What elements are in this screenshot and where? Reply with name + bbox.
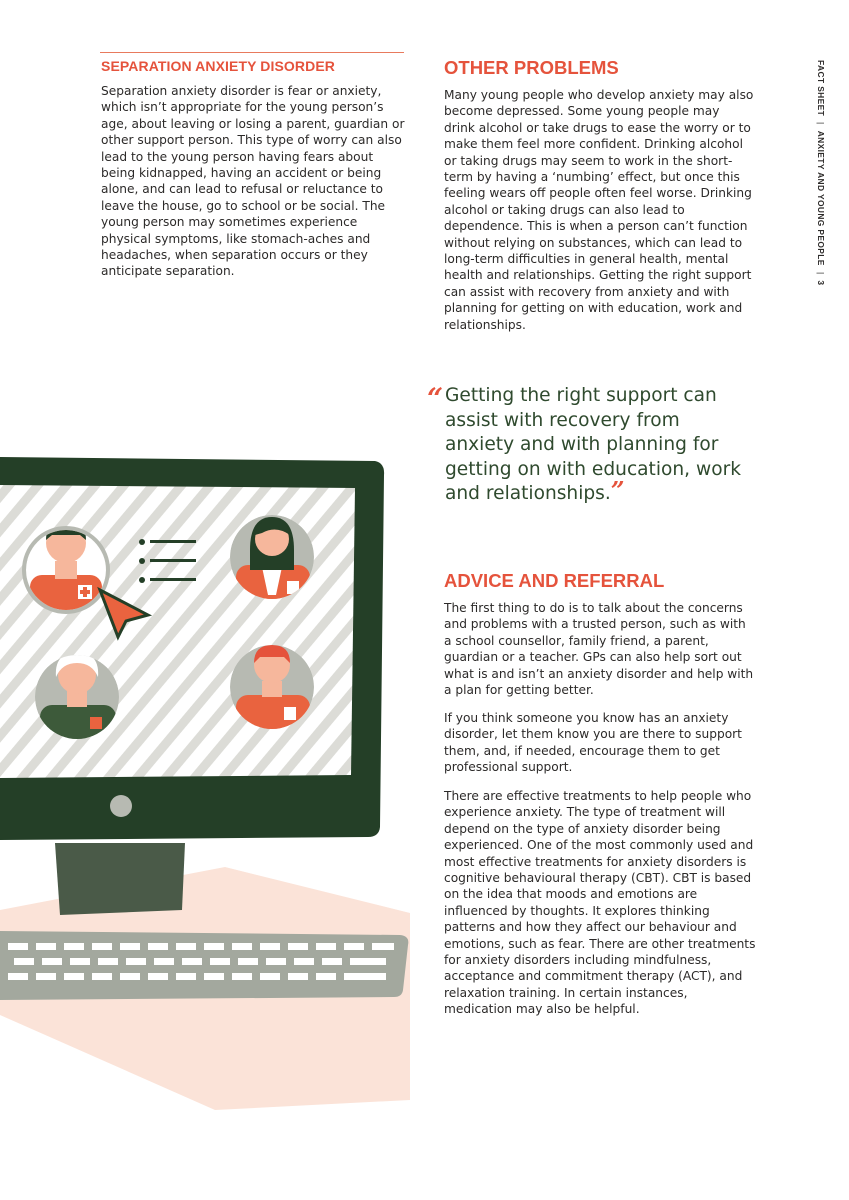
monitor-stand: [55, 843, 185, 915]
advice-paragraph-3: There are effective treatments to help people who experience anxiety. The type of treatment will depend on the type of anxiety disorder being experienced. One of the most commonly used and most effective treatments for anxiety disorders is cognitive behavioural therapy (CBT). CBT is based on the idea that moods and emotions are influenced by thoughts. It explores thinking patterns and how they affect our behaviour and emotions, such as fear. There are other treatments for anxiety disorders including mindfulness, acceptance and commitment therapy (ACT), and relaxation training. In certain instances, medication may also be helpful.: [444, 789, 756, 1017]
section-rule: [100, 52, 404, 53]
page-number: 3: [816, 280, 826, 286]
quote-text-block: [445, 384, 747, 507]
sidebar-fact-sheet: FACT SHEET: [816, 60, 826, 117]
separation-body: Separation anxiety disorder is fear or anxiety, which isn’t appropriate for the young person’s age, about leaving or losing a parent, guardian or other support person. This type of worry can also lead to the young person having fears about being kidnapped, having an accident or being alone, and can lead to refusal or reluctance to leave the house, go to school or be social. The young person may sometimes experience physical symptoms, like stomach-aches and headaches, when separation occurs or they anticipate separation.: [101, 84, 405, 279]
advice-title: ADVICE AND REFERRAL: [444, 570, 665, 591]
sidebar-running-header: [812, 60, 826, 290]
advice-paragraph-2: If you think someone you know has an anxiety disorder, let them know you are there to support them, and, if needed, encourage them to get professional support.: [444, 711, 742, 775]
sidebar-divider: |: [816, 122, 826, 125]
power-button: [110, 795, 132, 817]
sidebar-divider-2: |: [816, 271, 826, 275]
quote-text: Getting the right support can assist with recovery from anxiety and with planning for getting on with education, work and relationships.: [445, 385, 741, 504]
pull-quote: [427, 384, 747, 507]
separation-title: SEPARATION ANXIETY DISORDER: [101, 58, 335, 74]
quote-close-mark: ”: [610, 476, 625, 505]
sidebar-topic: ANXIETY AND YOUNG PEOPLE: [816, 130, 826, 266]
other-problems-title: OTHER PROBLEMS: [444, 57, 619, 78]
keyboard: [0, 931, 408, 1000]
advice-paragraph-1: The first thing to do is to talk about the concerns and problems with a trusted person, such as with a school counsellor, family friend, a parent, guardian or a teacher. GPs can also help sort out what is and isn’t an anxiety disorder and help with a plan for getting better.: [444, 601, 754, 698]
computer-illustration: [0, 455, 410, 1110]
other-problems-body: Many young people who develop anxiety may also become depressed. Some young people may drink alcohol or take drugs to ease the worry or to make them feel more confident. Drinking alcohol or taking drugs may seem to work in the short-term by having a ‘numbing’ effect, but once this feeling wears off people often feel worse. Drinking alcohol or taking drugs can also lead to dependence. This is when a person can’t function without relying on substances, which can lead to long-term difficulties in general health, mental health and relationships. Getting the right support can assist with recovery from anxiety and with planning for getting on with education, work and relationships.: [444, 88, 754, 332]
quote-open-mark: “: [427, 382, 444, 415]
